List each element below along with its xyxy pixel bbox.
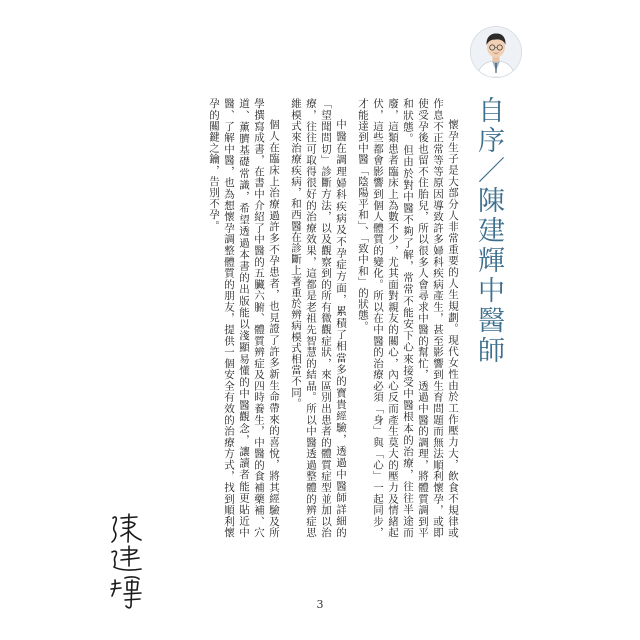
paragraph-1: 懷孕生子是大部分人非常重要的人生規劃。現代女性由於工作壓力大，飲食不規律或作息不正常等等原因導致許多婦科疾病產生，甚至影響到生育問題而無法順利懷孕，或即使受孕後也留不住胎兒，所以很多人會尋求中醫的幫忙，透過中醫的調理，將體質調到平和狀態。但由於對中醫不夠了解，常常不能安下心來接受中醫根本的治療，往往半途而廢，這類患者臨床上為數不少，尤其面對親友的關心，內心反而產生莫大的壓力及情緒起伏，這些都會影響到個人體質的變化。所以在中醫的治療必須「身」與「心」一起同步，才能達到中醫「陰陽平和」、「致中和」的狀態。 (357, 98, 459, 538)
paragraph-2: 中醫在調理婦科疾病及不孕症方面，累積了相當多的寶貴經驗，透過中醫師詳細的「望聞問切」診斷方法，以及觀察到的所有微觀症狀，來區別出患者的體質症型並加以治療，往往可取得很好的治療效果，這都是老祖先智慧的結晶。所以中醫透過整體的辨症思維模式來治療疾病，和西醫在診斷上著重於辨病模式相當不同。 (290, 98, 347, 538)
paragraph-3: 個人在臨床上治療過許多不孕患者，也見證了許多新生命帶來的喜悅，將其經驗及所學撰寫成書，在書中介紹了中醫的五臟六腑、體質辨症及四時養生，中醫的食補藥補、穴道、薰臍基礎常識，希望透過本書的出版能以淺顯易懂的中醫觀念，讓讀者能更貼近中醫、了解中醫，也為想懷孕調整體質的朋友，提供一個安全有效的治療方式，找到順利懷孕的關鍵之鑰，告別不孕。 (208, 98, 280, 538)
preface-body (150, 98, 460, 538)
page-title: 自序／陳建輝中醫師 (473, 96, 504, 366)
author-photo-icon (471, 27, 521, 77)
author-portrait (470, 26, 522, 78)
page-number: 3 (316, 598, 324, 611)
